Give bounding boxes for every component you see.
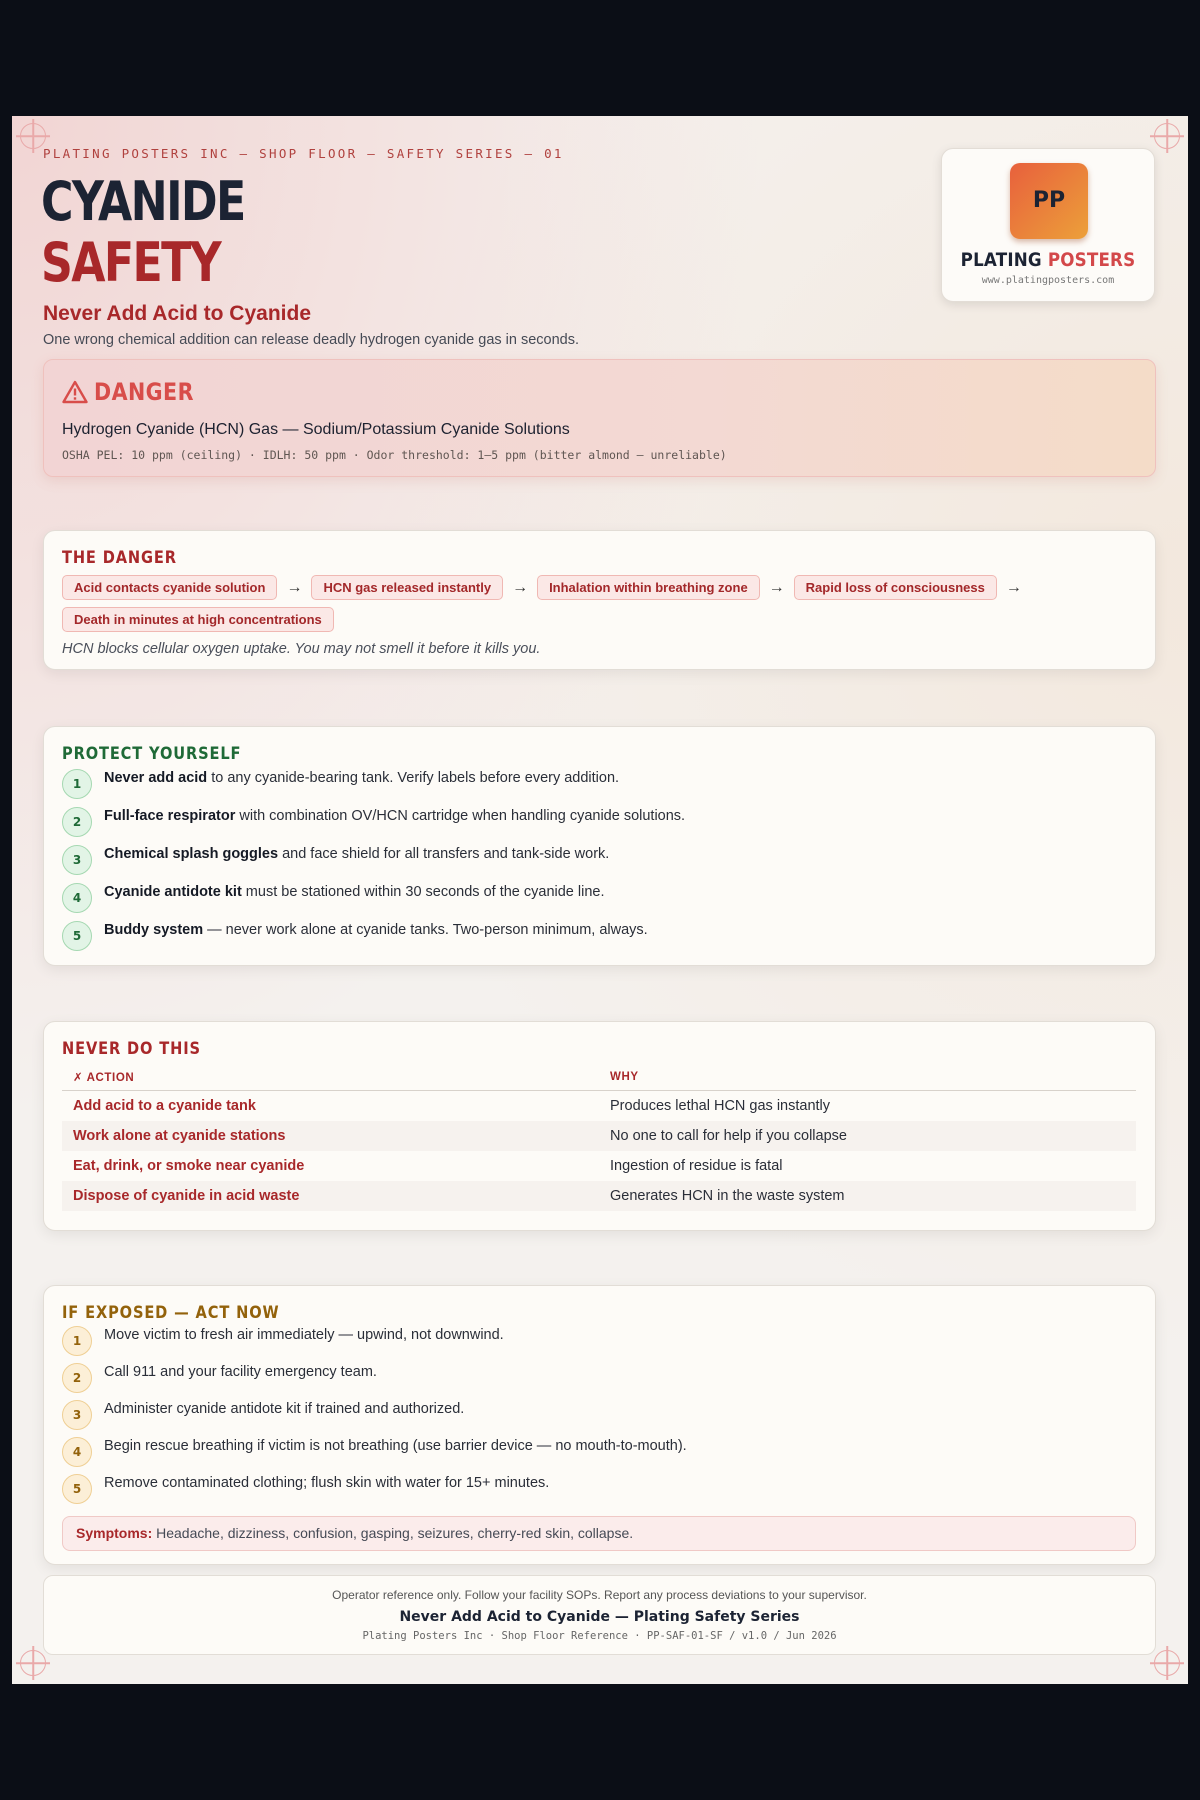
action-cell: Dispose of cyanide in acid waste xyxy=(62,1181,599,1211)
step-text xyxy=(104,846,609,862)
symptoms-box xyxy=(62,1516,1136,1551)
exposure-limits: OSHA PEL: 10 ppm (ceiling) · IDLH: 50 ppm · Odor threshold: 1–5 ppm (bitter almond — unreliable) xyxy=(62,448,727,462)
chain-step: HCN gas released instantly xyxy=(311,575,503,600)
chain-step: Rapid loss of consciousness xyxy=(794,575,997,600)
registration-mark-icon xyxy=(1154,123,1180,149)
step-detail: and face shield for all transfers and tank-side work. xyxy=(278,846,610,862)
step-emphasis: Cyanide antidote kit xyxy=(104,884,242,900)
safety-poster xyxy=(12,116,1188,1684)
reason-cell: Ingestion of residue is fatal xyxy=(610,1157,783,1174)
step-text xyxy=(104,922,648,938)
section-title: PROTECT YOURSELF xyxy=(62,744,242,764)
column-header-action: ✗ ACTION xyxy=(62,1070,599,1091)
chain-step: Acid contacts cyanide solution xyxy=(62,575,277,600)
subtitle: Never Add Acid to Cyanide xyxy=(43,302,311,325)
step-text xyxy=(104,808,685,824)
never-table xyxy=(62,1070,1136,1211)
step-number: 5 xyxy=(62,1474,92,1504)
step-text: Remove contaminated clothing; flush skin with water for 15+ minutes. xyxy=(104,1475,550,1491)
if-exposed-card xyxy=(43,1285,1156,1565)
step-emphasis: Full-face respirator xyxy=(104,808,236,824)
step-number: 2 xyxy=(62,807,92,837)
step-text: Move victim to fresh air immediately — upwind, not downwind. xyxy=(104,1327,504,1343)
step-detail: with combination OV/HCN cartridge when handling cyanide solutions. xyxy=(235,808,686,824)
chain-step: Death in minutes at high concentrations xyxy=(62,607,334,632)
step-number: 3 xyxy=(62,845,92,875)
arrow-right-icon: → xyxy=(768,578,785,596)
brand-name xyxy=(955,249,1142,271)
section-title: IF EXPOSED — ACT NOW xyxy=(62,1303,280,1323)
arrow-right-icon: → xyxy=(1005,578,1022,596)
section-title: THE DANGER xyxy=(62,548,177,568)
reason-cell: Generates HCN in the waste system xyxy=(599,1181,1136,1211)
step-emphasis: Chemical splash goggles xyxy=(104,846,279,862)
the-danger-card xyxy=(43,530,1156,670)
never-do-this-card xyxy=(43,1021,1156,1231)
step-number: 3 xyxy=(62,1400,92,1430)
table-header-row xyxy=(62,1070,1136,1091)
danger-note: HCN blocks cellular oxygen uptake. You may not smell it before it kills you. xyxy=(62,641,541,657)
protect-yourself-card xyxy=(43,726,1156,966)
registration-mark-icon xyxy=(1154,1650,1180,1676)
section-title: NEVER DO THIS xyxy=(62,1039,201,1059)
brand-name-part-1: PLATING xyxy=(960,249,1042,271)
arrow-right-icon: → xyxy=(512,578,529,596)
step-number: 1 xyxy=(62,769,92,799)
step-number: 4 xyxy=(62,1437,92,1467)
table-row xyxy=(62,1181,1136,1211)
brand-name-part-2: POSTERS xyxy=(1047,249,1136,271)
reason-cell: Produces lethal HCN gas instantly xyxy=(610,1097,831,1114)
arrow-right-icon: → xyxy=(286,578,303,596)
step-detail: must be stationed within 30 seconds of the cyanide line. xyxy=(241,884,605,900)
step-emphasis: Never add acid xyxy=(104,770,208,786)
brand-url: www.platingposters.com xyxy=(981,275,1115,286)
step-number: 4 xyxy=(62,883,92,913)
danger-label: DANGER xyxy=(94,378,194,406)
column-header-why: WHY xyxy=(599,1070,1136,1091)
title-line-1: CYANIDE xyxy=(41,170,245,233)
footer-disclaimer: Operator reference only. Follow your facility SOPs. Report any process deviations to your supervisor. xyxy=(332,1588,867,1602)
table-row xyxy=(62,1151,1136,1181)
step-text xyxy=(104,770,619,786)
step-text: Administer cyanide antidote kit if trained and authorized. xyxy=(104,1401,465,1417)
registration-mark-icon xyxy=(20,1650,46,1676)
action-cell: Eat, drink, or smoke near cyanide xyxy=(73,1157,305,1174)
step-number: 1 xyxy=(62,1326,92,1356)
step-detail: — never work alone at cyanide tanks. Two-person minimum, always. xyxy=(203,922,648,938)
brand-logo-icon: PP xyxy=(1010,163,1088,239)
table-row xyxy=(62,1091,1136,1121)
page-title xyxy=(41,171,245,293)
step-text xyxy=(104,884,605,900)
action-cell: Work alone at cyanide stations xyxy=(62,1121,599,1151)
danger-heading xyxy=(62,378,210,406)
danger-headline: Hydrogen Cyanide (HCN) Gas — Sodium/Potassium Cyanide Solutions xyxy=(62,421,570,438)
series-kicker: PLATING POSTERS INC — SHOP FLOOR — SAFETY SERIES — 01 xyxy=(43,146,564,161)
warning-triangle-icon xyxy=(62,380,88,404)
footer-series: Never Add Acid to Cyanide — Plating Safety Series xyxy=(399,1609,800,1625)
symptoms-label: Symptoms: xyxy=(76,1525,153,1541)
chain-step: Inhalation within breathing zone xyxy=(537,575,760,600)
brand-logo-card xyxy=(941,148,1155,302)
step-detail: to any cyanide-bearing tank. Verify labels before every addition. xyxy=(207,770,620,786)
danger-chain xyxy=(62,575,1132,632)
table-row xyxy=(62,1121,1136,1151)
step-text: Call 911 and your facility emergency team. xyxy=(104,1364,377,1380)
footer-reference: Plating Posters Inc · Shop Floor Reference · PP-SAF-01-SF / v1.0 / Jun 2026 xyxy=(362,1630,837,1642)
footer xyxy=(43,1575,1156,1655)
step-number: 5 xyxy=(62,921,92,951)
action-cell: Add acid to a cyanide tank xyxy=(73,1097,256,1114)
tagline: One wrong chemical addition can release deadly hydrogen cyanide gas in seconds. xyxy=(43,332,580,348)
step-number: 2 xyxy=(62,1363,92,1393)
step-emphasis: Buddy system xyxy=(104,922,204,938)
symptoms-text: Headache, dizziness, confusion, gasping, seizures, cherry-red skin, collapse. xyxy=(152,1525,634,1541)
danger-banner xyxy=(43,359,1156,477)
reason-cell: No one to call for help if you collapse xyxy=(599,1121,1136,1151)
step-text: Begin rescue breathing if victim is not breathing (use barrier device — no mouth-to-mouth). xyxy=(104,1438,687,1454)
title-line-2: SAFETY xyxy=(41,231,221,294)
